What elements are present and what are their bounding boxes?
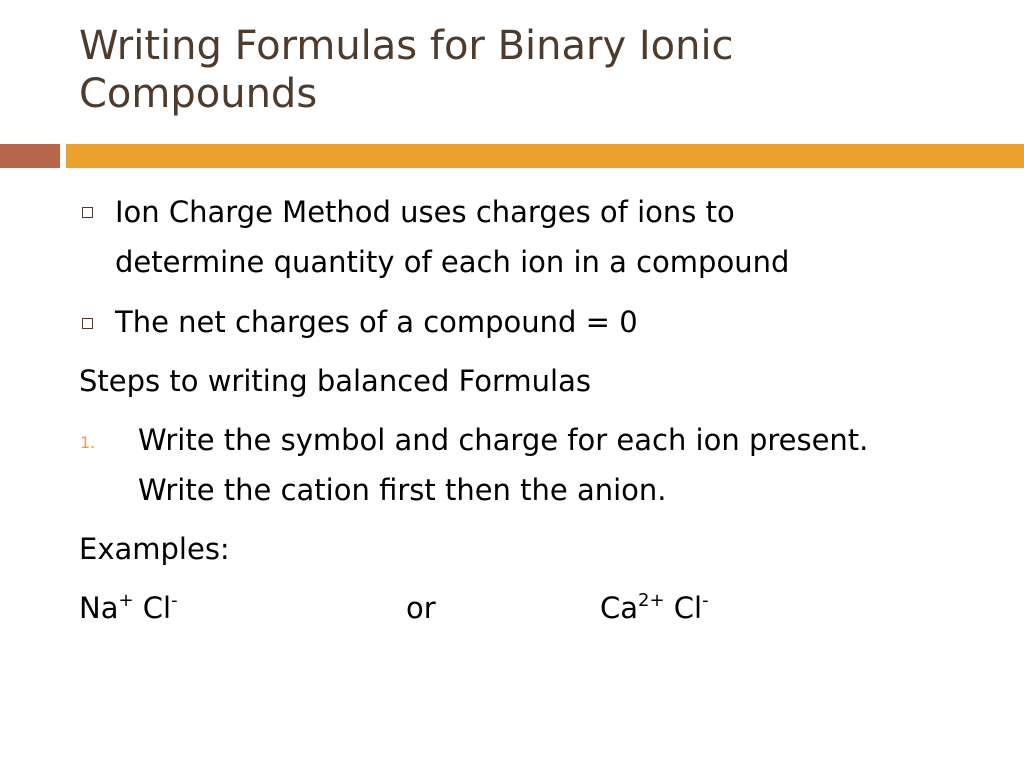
bullet-1-line-1: Ion Charge Method uses charges of ions to bbox=[115, 195, 735, 229]
charge-ca: 2+ bbox=[638, 590, 665, 611]
element-na: Na bbox=[79, 591, 119, 625]
charge-cl-2: - bbox=[702, 590, 709, 611]
element-ca: Ca bbox=[600, 591, 639, 625]
charge-cl: - bbox=[171, 590, 178, 611]
step-number-marker: 1. bbox=[80, 433, 96, 452]
example-or-word: or bbox=[406, 591, 436, 625]
square-bullet-icon bbox=[82, 207, 93, 218]
example-nacl bbox=[79, 591, 178, 625]
element-cl: Cl bbox=[142, 591, 172, 625]
charge-na: + bbox=[118, 590, 134, 611]
steps-heading: Steps to writing balanced Formulas bbox=[79, 364, 591, 398]
examples-label: Examples: bbox=[79, 532, 230, 566]
slide-title-line-2: Compounds bbox=[79, 71, 318, 117]
square-bullet-icon bbox=[82, 318, 93, 329]
slide-title-line-1: Writing Formulas for Binary Ionic bbox=[79, 23, 734, 69]
bullet-1-line-2: determine quantity of each ion in a compound bbox=[115, 245, 790, 279]
bullet-2-line-1: The net charges of a compound = 0 bbox=[115, 305, 638, 339]
example-cacl bbox=[600, 591, 709, 625]
step-1-line-2: Write the cation first then the anion. bbox=[138, 473, 667, 507]
element-cl-2: Cl bbox=[673, 591, 703, 625]
step-1-line-1: Write the symbol and charge for each ion present. bbox=[138, 423, 869, 457]
